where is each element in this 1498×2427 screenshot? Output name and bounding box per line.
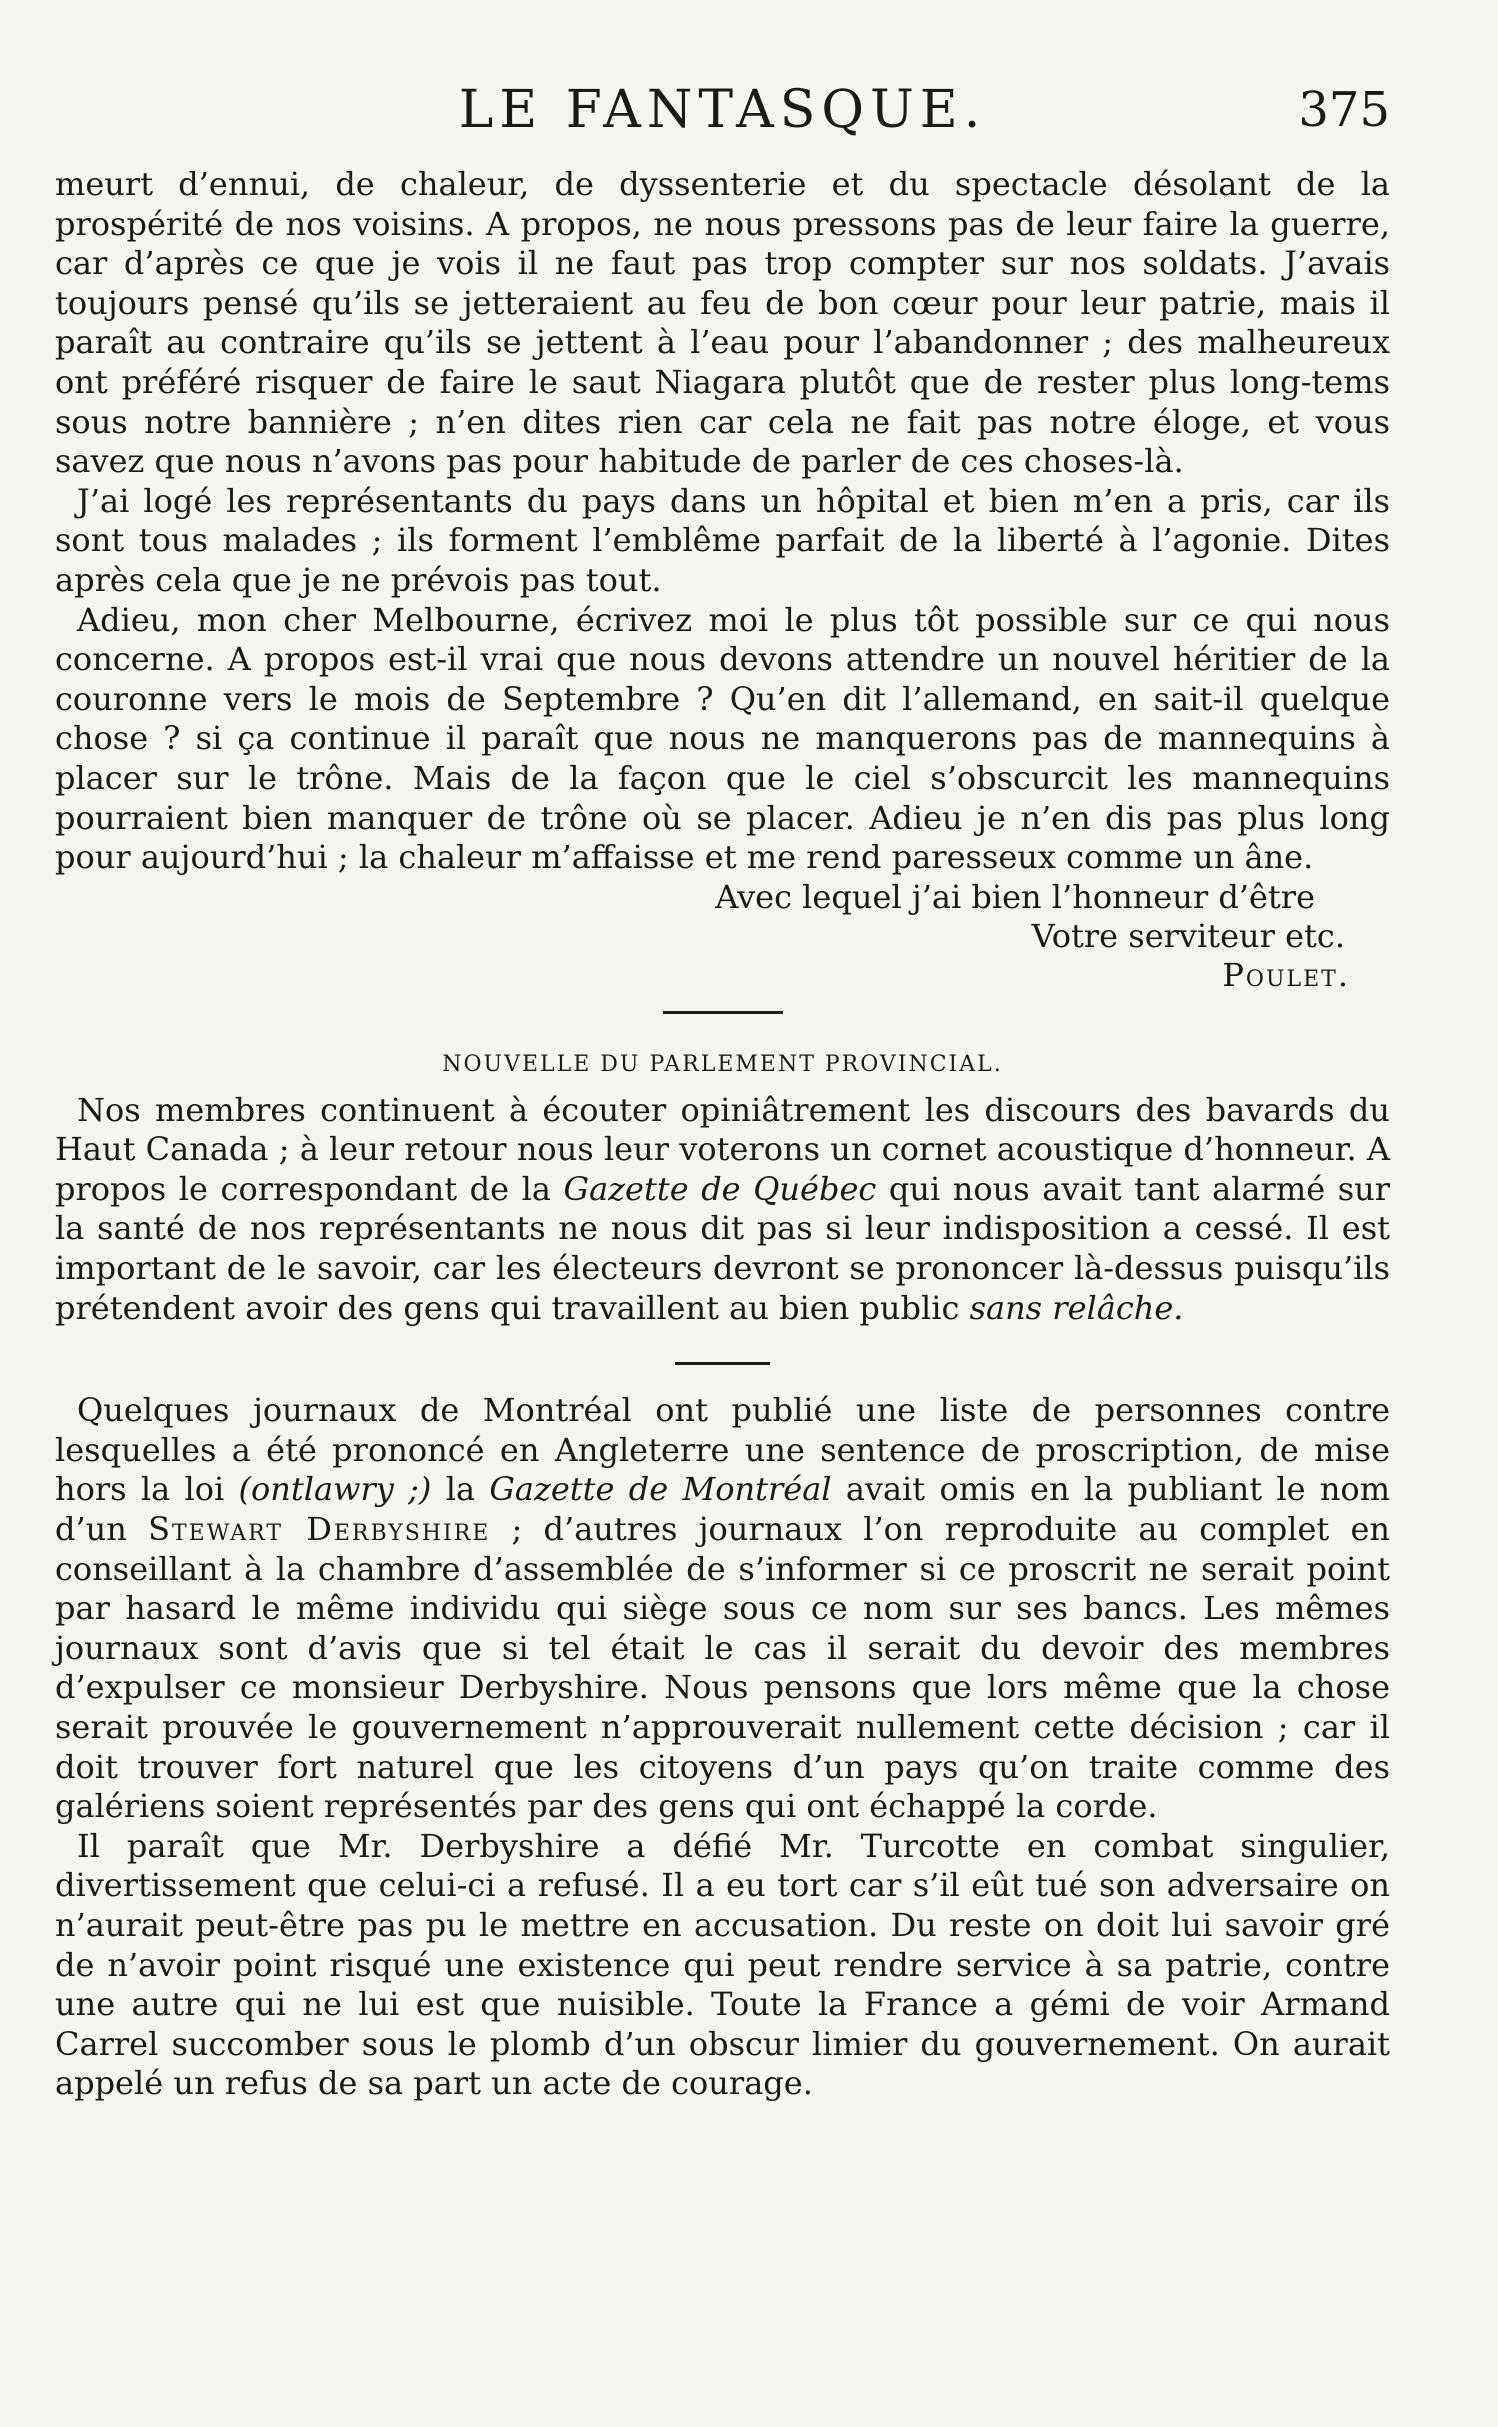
page-number: 375 (1298, 82, 1390, 138)
text-run: qui nous avait tant alarmé sur la santé de nos représentants ne nous dit pas si leur indisposition a cessé. Il est important de le savoir, car les électeurs devront se prononcer là-dessus puisqu’ils prétendent avoir des gens qui travaillent au bien public (55, 1169, 1391, 1327)
section-paragraph-3: Il paraît que Mr. Derbyshire a défié Mr. Turcotte en combat singulier, divertissement que celui-ci a refusé. Il a eu tort car s’il eût tué son adversaire on n’aurait peut-être pas pu le mettre en accusation. Du reste on doit lui savoir gré de n’avoir point risqué une existence qui peut rendre service à sa patrie, contre une autre qui ne lui est que nuisible. Toute la France a gémi de voir Armand Carrel succomber sous le plomb d’un obscur limier du gouvernement. On aurait appelé un refus de sa part un acte de courage. (55, 1826, 1390, 2103)
emphasis: sans relâche. (969, 1288, 1184, 1327)
text-run: ; d’autres journaux l’on reproduite au complet en conseillant à la chambre d’assemblée de s’informer si ce proscrit ne serait point par hasard le même individu qui siège sous ce nom sur ses bancs. Les mêmes journaux sont d’avis que si tel était le cas il serait du devoir des membres d’expulser ce monsieur Derbyshire. Nous pensons que lors même que la chose serait prouvée le gouvernement n’approuverait nullement cette décision ; car il doit trouver fort naturel que les citoyens d’un pays qu’on traite comme des galériens soient représentés par des gens qui ont échappé la corde. (55, 1510, 1391, 1826)
section-paragraph-2 (55, 1391, 1390, 1827)
page (55, 60, 1390, 2390)
section-divider (663, 1011, 783, 1014)
section-paragraph-1 (55, 1091, 1390, 1329)
letter-paragraph-1: meurt d’ennui, de chaleur, de dyssenterie et du spectacle désolant de la prospérité de nos voisins. A propos, ne nous pressons pas de leur faire la guerre, car d’après ce que je vois il ne faut pas trop compter sur nos soldats. J’avais toujours pensé qu’ils se jetteraient au feu de bon cœur pour leur patrie, mais il paraît au contraire qu’ils se jettent à l’eau pour l’abandonner ; des malheureux ont préféré risquer de faire le saut Niagara plutôt que de rester plus long-tems sous notre bannière ; n’en dites rien car cela ne fait pas notre éloge, et vous savez que nous n’avons pas pour habitude de parler de ces choses-là. (55, 165, 1390, 481)
section-heading: NOUVELLE DU PARLEMENT PROVINCIAL. (442, 1051, 1003, 1077)
letter-paragraph-3: Adieu, mon cher Melbourne, écrivez moi le plus tôt possible sur ce qui nous concerne. A propos est-il vrai que nous devons attendre un nouvel héritier de la couronne vers le mois de Septembre ? Qu’en dit l’allemand, en sait-il quelque chose ? si ça continue il paraît que nous ne manquerons pas de mannequins à placer sur le trône. Mais de la façon que le ciel s’obscurcit les mannequins pourraient bien manquer de trône où se placer. Adieu je n’en dis pas plus long pour aujourd’hui ; la chaleur m’affaisse et me rend paresseux comme un âne. (55, 600, 1390, 877)
text-run: Nos membres continuent à écouter opiniâtrement les discours des bavards du Haut Canada ; à leur retour nous leur voterons un cornet acoustique d’honneur. A propos le correspondant de la (55, 1090, 1390, 1208)
letter-closing (55, 878, 1390, 995)
letter-signature: Poulet. (1222, 955, 1350, 994)
letter-body (55, 165, 1390, 878)
newspaper-title: Gazette de Québec (563, 1169, 877, 1208)
text-run: la (431, 1470, 490, 1509)
closing-line-2: Votre serviteur etc. (1031, 916, 1345, 955)
text-run: avait omis en la publiant le nom d’un (55, 1470, 1391, 1549)
newspaper-title: Gazette de Montréal (489, 1470, 832, 1509)
text-run: Quelques journaux de Montréal ont publié une liste de personnes contre lesquelles a été prononcé en Angleterre une sentence de proscription, de mise hors la loi (55, 1391, 1390, 1509)
running-head (55, 60, 1390, 165)
legal-term: (ontlawry ;) (238, 1470, 432, 1509)
letter-paragraph-2: J’ai logé les représentants du pays dans un hôpital et bien m’en a pris, car ils sont tous malades ; ils forment l’emblême parfait de la liberté à l’agonie. Dites après cela que je ne prévois pas tout. (55, 481, 1390, 599)
paragraph-divider (675, 1362, 770, 1365)
closing-line-1: Avec lequel j’ai bien l’honneur d’être (715, 877, 1315, 916)
person-name: Stewart Derbyshire (148, 1510, 491, 1549)
running-title: LE FANTASQUE. (458, 80, 987, 140)
section-body (55, 1091, 1390, 2104)
